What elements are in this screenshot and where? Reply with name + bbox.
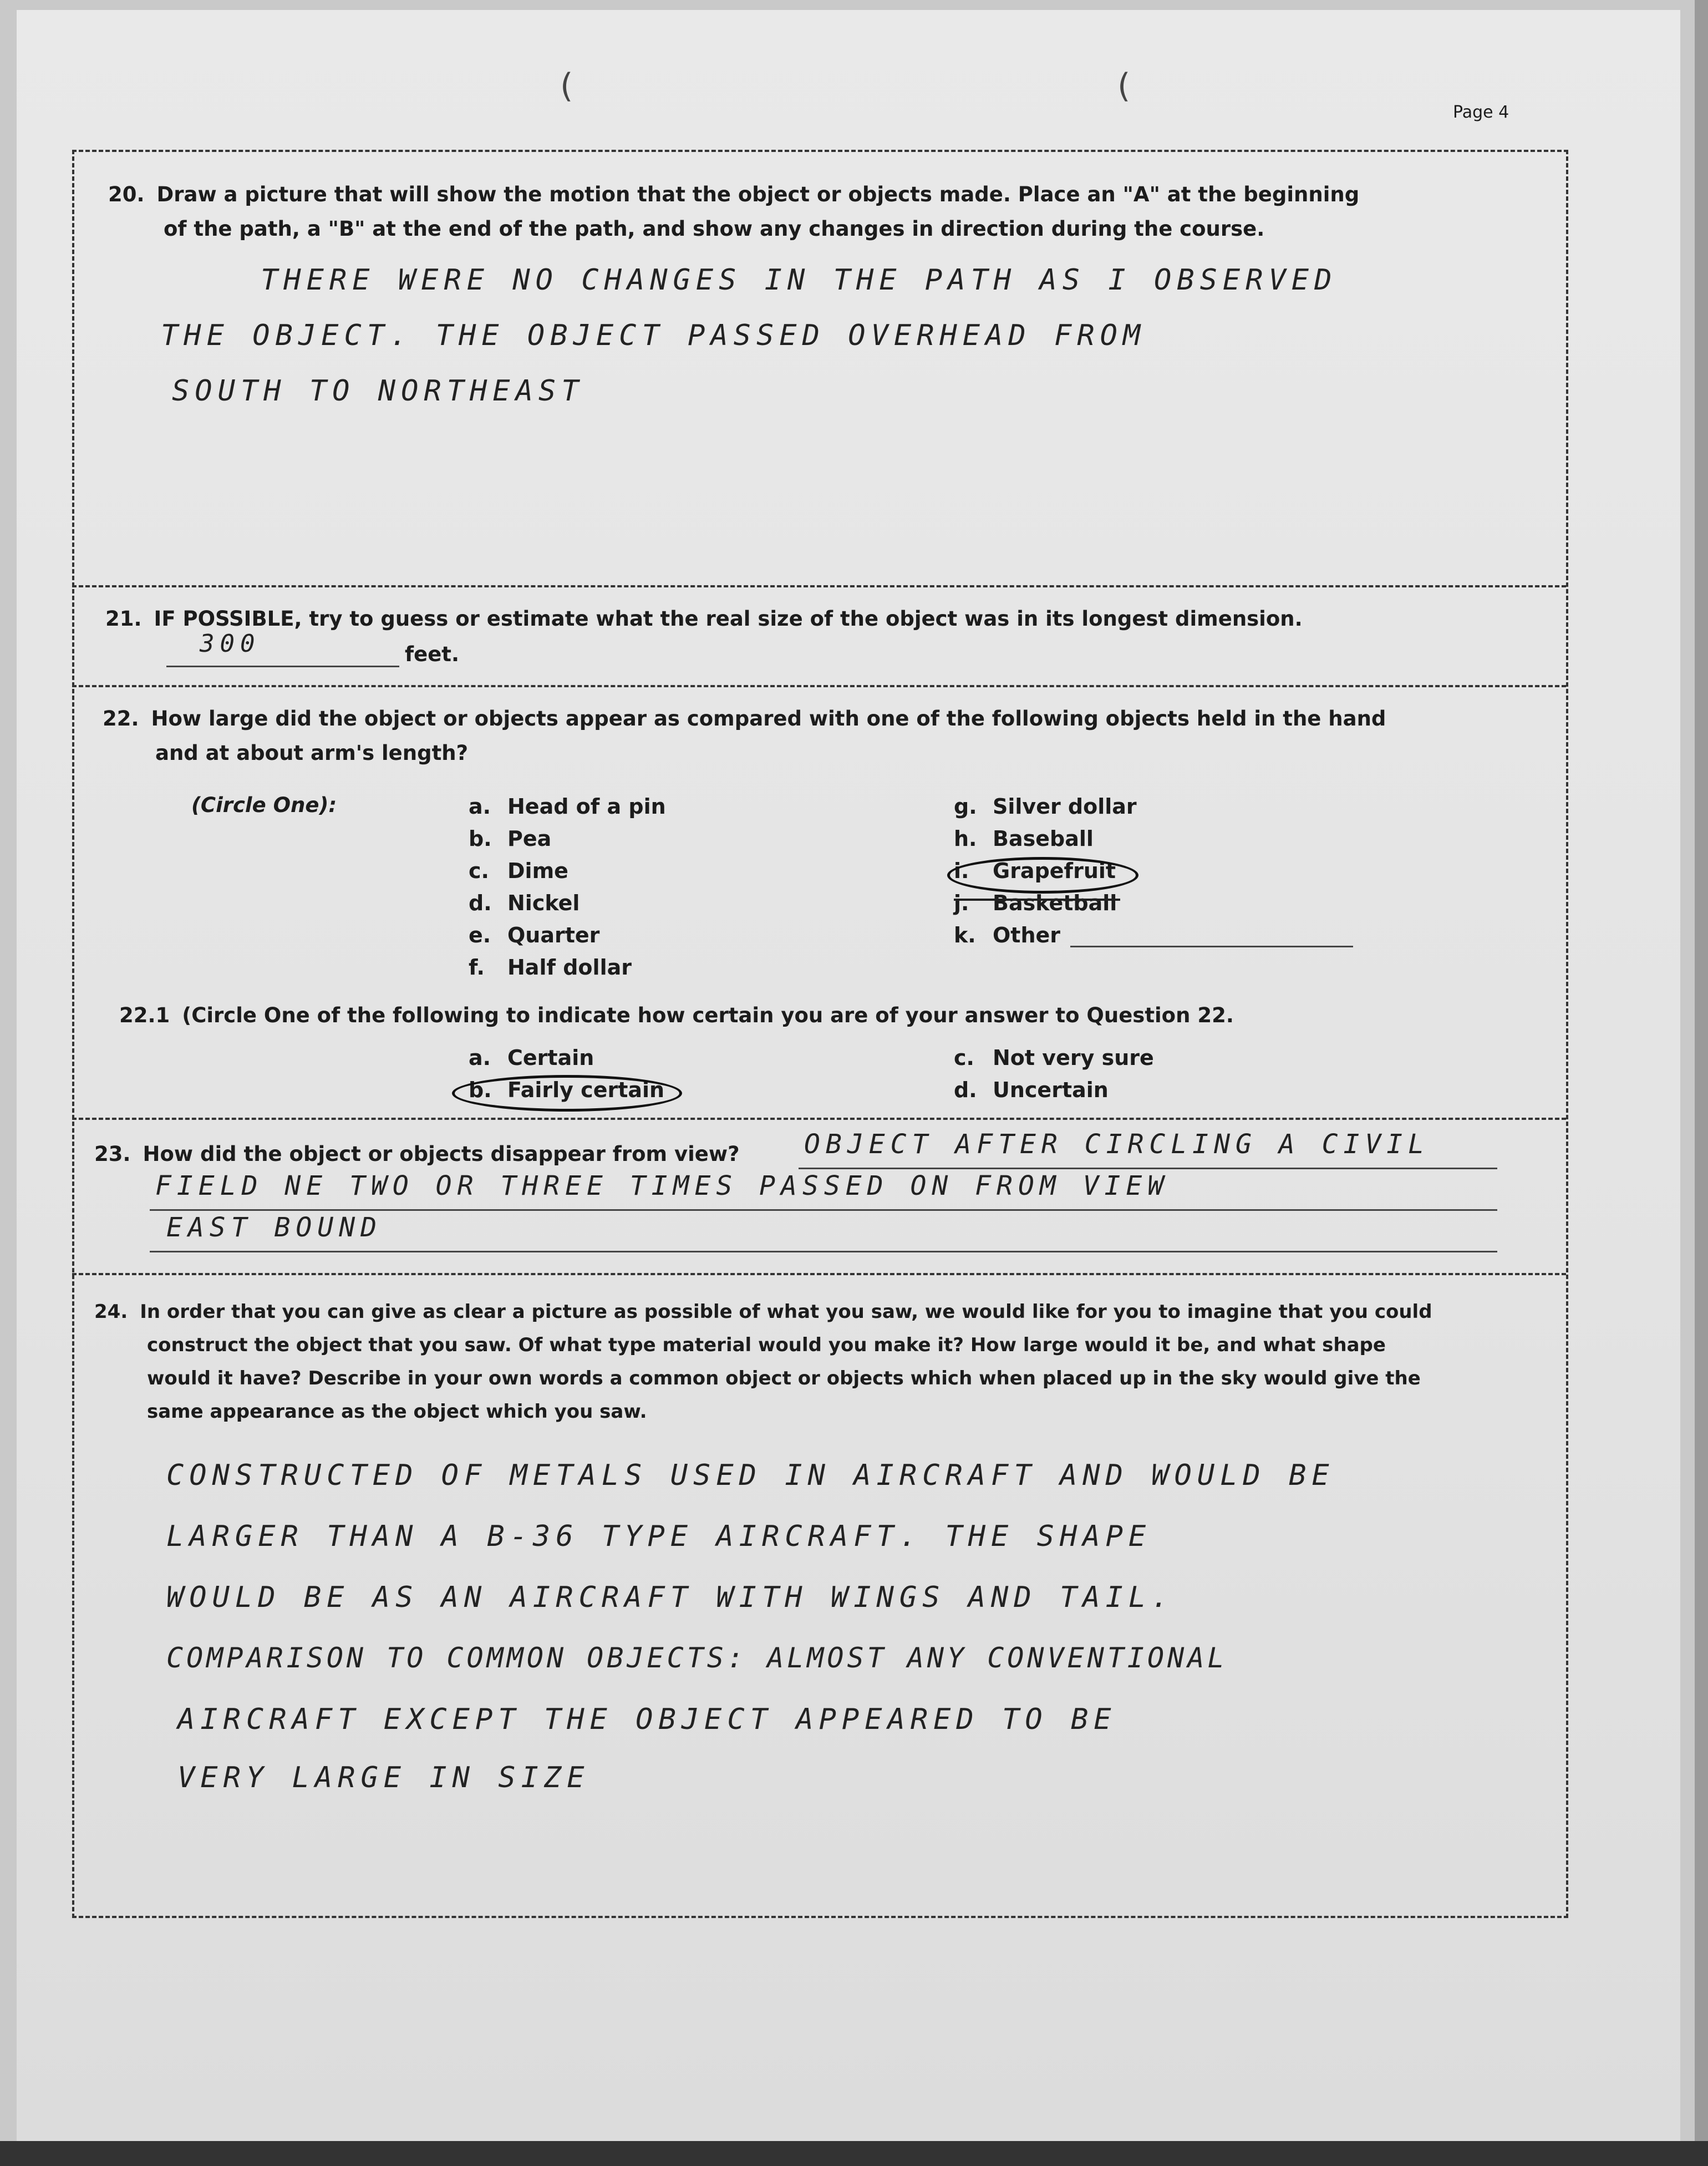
answer-23-line2: FIELD NE TWO OR THREE TIMES PASSED ON FROM VIEW — [155, 1170, 1170, 1201]
question-text-line1: Draw a picture that will show the motion that the object or objects made. Place an "A" at the beginning — [156, 182, 1360, 206]
divider-23-24 — [72, 1273, 1566, 1275]
answer-24-line3: WOULD BE AS AN AIRCRAFT WITH WINGS AND TAIL. — [166, 1581, 1175, 1614]
question-20 — [108, 177, 1539, 246]
selected-fairly-certain-circle — [452, 1075, 682, 1112]
answer-20-line1: THERE WERE NO CHANGES IN THE PATH AS I OBSERVED — [261, 263, 1338, 297]
scan-edge-right — [1695, 0, 1708, 2166]
question-22 — [103, 702, 1544, 770]
question-number: 23. — [94, 1142, 131, 1166]
option-g: g. Silver dollar — [954, 794, 1137, 819]
question-text: How did the object or objects disappear from view? — [143, 1142, 740, 1166]
option-c: c. Dime — [469, 859, 568, 883]
question-22-1 — [119, 998, 1506, 1033]
question-21 — [105, 602, 1547, 636]
scan-edge-bottom — [0, 2141, 1708, 2166]
divider-21-22 — [72, 685, 1566, 687]
question-number: 24. — [94, 1301, 128, 1323]
basketball-strike — [954, 899, 1120, 901]
option-k-blank — [1070, 946, 1353, 947]
answer-21-underline — [166, 666, 399, 667]
option-e: e. Quarter — [469, 923, 600, 947]
question-text-line1: How large did the object or objects appear as compared with one of the following objects held in the hand — [151, 707, 1386, 731]
option-j: j. Basketball — [954, 891, 1117, 915]
answer-24-line5: AIRCRAFT EXCEPT THE OBJECT APPEARED TO BE — [177, 1703, 1117, 1736]
answer-24-line2: LARGER THAN A B-36 TYPE AIRCRAFT. THE SHAPE — [166, 1520, 1152, 1553]
certainty-option-a: a. Certain — [469, 1046, 594, 1070]
option-d: d. Nickel — [469, 891, 580, 915]
certainty-option-c: c. Not very sure — [954, 1046, 1154, 1070]
answer-23-line3: EAST BOUND — [166, 1212, 382, 1243]
selected-grapefruit-circle — [947, 857, 1138, 894]
answer-23-underline3 — [150, 1251, 1497, 1252]
question-text: (Circle One of the following to indicate how certain you are of your answer to Question 22. — [182, 1003, 1234, 1027]
answer-21-value: 300 — [200, 630, 261, 658]
question-23 — [94, 1137, 740, 1171]
question-text-line3: would it have? Describe in your own words a common object or objects which when placed up in the sky would give the — [147, 1367, 1421, 1389]
question-text-line2: of the path, a "B" at the end of the path, and show any changes in direction during the course. — [164, 217, 1265, 241]
question-24 — [94, 1295, 1525, 1428]
answer-23-underline1 — [799, 1168, 1497, 1169]
option-k: k. Other — [954, 923, 1061, 947]
answer-20-line2: THE OBJECT. THE OBJECT PASSED OVERHEAD FROM — [161, 319, 1146, 352]
divider-20-21 — [72, 585, 1566, 587]
certainty-option-d: d. Uncertain — [954, 1078, 1109, 1102]
page-number: Page 4 — [1453, 103, 1509, 122]
answer-23-underline2 — [150, 1209, 1497, 1211]
punch-mark-right: ( — [1117, 67, 1131, 105]
question-text-line4: same appearance as the object which you saw. — [147, 1401, 647, 1423]
option-f: f. Half dollar — [469, 955, 632, 980]
answer-24-line6: VERY LARGE IN SIZE — [177, 1761, 590, 1794]
option-h: h. Baseball — [954, 826, 1094, 851]
question-text-line2: and at about arm's length? — [155, 741, 469, 765]
question-number: 22. — [103, 707, 139, 731]
divider-22-23 — [72, 1118, 1566, 1120]
option-i: i. Grapefruit — [954, 859, 1116, 883]
option-a: a. Head of a pin — [469, 794, 666, 819]
answer-21-unit: feet. — [405, 642, 460, 666]
answer-24-line1: CONSTRUCTED OF METALS USED IN AIRCRAFT AND WOULD BE — [166, 1459, 1335, 1492]
question-number: 20. — [108, 182, 145, 206]
punch-mark-left: ( — [560, 67, 573, 105]
question-text: IF POSSIBLE, try to guess or estimate what the real size of the object was in its longest dimension. — [154, 607, 1303, 631]
question-text-line1: In order that you can give as clear a picture as possible of what you saw, we would like for you to imagine that you could — [140, 1301, 1432, 1323]
certainty-option-b: b. Fairly certain — [469, 1078, 665, 1102]
answer-20-line3: SOUTH TO NORTHEAST — [172, 374, 584, 408]
option-b: b. Pea — [469, 826, 552, 851]
answer-23-line1: OBJECT AFTER CIRCLING A CIVIL — [804, 1129, 1430, 1160]
answer-24-line4: COMPARISON TO COMMON OBJECTS: ALMOST ANY CONVENTIONAL — [166, 1642, 1228, 1674]
question-number: 21. — [105, 607, 142, 631]
question-text-line2: construct the object that you saw. Of what type material would you make it? How large would it be, and what shape — [147, 1334, 1386, 1356]
question-number: 22.1 — [119, 1003, 170, 1027]
circle-one-label: (Circle One): — [191, 793, 337, 817]
